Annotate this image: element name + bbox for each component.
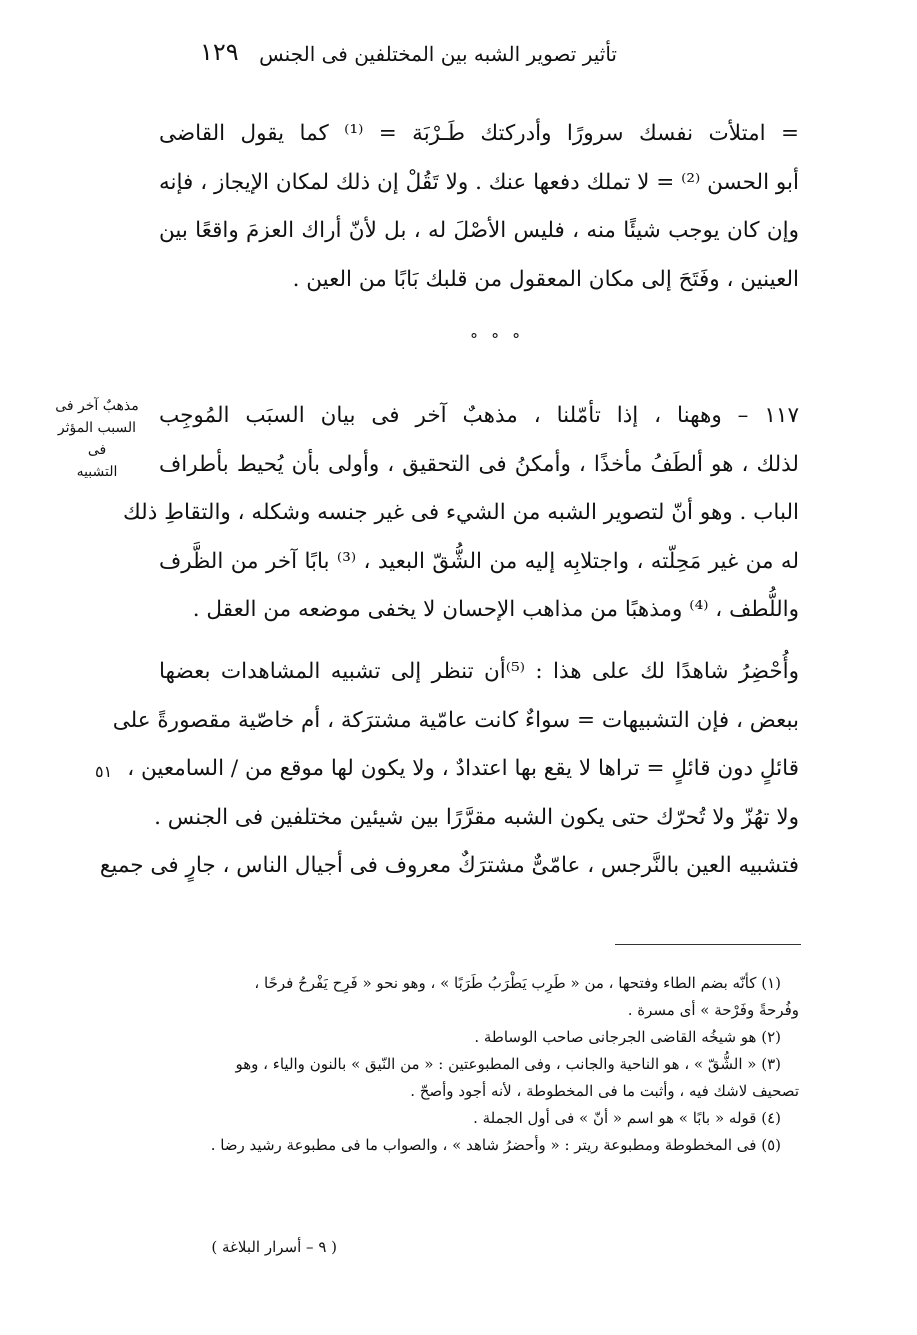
text-line: وأُحْضِرُ شاهدًا لك على هذا : ⁽⁵⁾أن تنظر إلى تشبيه المشاهدات بعضها: [159, 659, 799, 684]
paragraph-117: [123, 392, 799, 635]
footnote: (٥) فى المخطوطة ومطبوعة ريتر : « وأحضرُ شاهد » ، والصواب ما فى مطبوعة رشيد رضا .: [210, 1136, 781, 1154]
text-line: = امتلأت نفسك سرورًا وأدركتك طَـرْبَة = ⁽¹⁾ كما يقول القاضى: [159, 121, 799, 146]
text-line: ١١٧ – وههنا ، إذا تأمّلنا ، مذهبٌ آخر فى بيان السبَب المُوجِب: [159, 403, 799, 428]
text-line: العينين ، وفَتَحَ إلى مكان المعقول من قلبك بَابًا من العين .: [292, 266, 799, 292]
footnote: (١) كأنّه بضم الطاء وفتحها ، من « طَرِب يَطْرَبُ طَرَبًا » ، وهو نحو « فَرِح يَفْرحُ فرحًا ،: [254, 974, 781, 992]
text-line: أبو الحسن ⁽²⁾ = لا تملك دفعها عنك . ولا تَقُلْ إن ذلك لمكان الإيجاز ، فإنه: [159, 169, 799, 195]
text-line: قائلٍ دون قائلٍ = تراها لا يقع بها اعتدادٌ ، ولا يكون لها موقع من / السامعين ،: [127, 756, 799, 781]
margin-heading: [47, 395, 147, 483]
footnote: (٤) قوله « بابًا » هو اسم « أنّ » فى أول الجملة .: [473, 1109, 781, 1127]
margin-heading-line: السبب المؤثر فى: [57, 420, 137, 458]
paragraph-1: [159, 110, 799, 304]
footnotes: [159, 970, 799, 1159]
text-line: فتشبيه العين بالنَّرجس ، عامّىٌّ مشترَكٌ معروف فى أجيال الناس ، جارٍ فى جميع: [99, 853, 799, 878]
margin-heading-line: مذهبٌ آخر فى: [55, 398, 139, 414]
text-line: ولا تهُزّ ولا تُحرّك حتى يكون الشبه مقرَّرًا بين شيئين مختلفين فى الجنس .: [154, 804, 799, 830]
section-separator: ° ° °: [470, 330, 525, 349]
page-number: ١٢٩: [200, 38, 239, 66]
running-header-title: تأثير تصوير الشبه بين المختلفين فى الجنس: [259, 42, 617, 66]
margin-page-reference: ٥١: [95, 762, 113, 781]
text-line: له من غير مَحِلّته ، واجتلابِه إليه من الشُّقّ البعيد ، ⁽³⁾ بابًا آخر من الظَّرف: [159, 548, 799, 574]
text-line: ببعض ، فإن التشبيهات = سواءٌ كانت عامّية مشترَكة ، أم خاصّية مقصورةً على: [112, 707, 799, 733]
footnote: (٣) « الشُّقّ » ، هو الناحية والجانب ، وفى المطبوعتين : « من النّيق » بالنون والياء ، وهو: [235, 1055, 781, 1073]
footnote-divider: [615, 944, 801, 945]
margin-heading-line: التشبيه: [76, 464, 118, 480]
text-line: لذلك ، هو ألطَفُ مأخذًا ، وأمكنُ فى التحقيق ، وأولى بأن يُحيط بأطراف: [159, 451, 799, 477]
text-line: واللُّطف ، ⁽⁴⁾ ومذهبًا من مذاهب الإحسان لا يخفى موضعه من العقل .: [192, 597, 799, 622]
text-line: وإن كان يوجب شيئًا منه ، فليس الأصْلَ له ، بل لأنّ أراك العزمَ واقعًا بين: [159, 218, 799, 243]
signature-footer: ( ٩ – أسرار البلاغة ): [211, 1238, 337, 1256]
footnote-continuation: وفُرحةً وفَرْحة » أى مسرة .: [627, 1001, 799, 1019]
text-line: الباب . وهو أنّ لتصوير الشبه من الشيء فى غير جنسه وشكله ، والتقاطِ ذلك: [123, 500, 799, 525]
footnote-continuation: تصحيف لاشك فيه ، وأثبت ما فى المخطوطة ، لأنه أجود وأصحّ .: [410, 1082, 799, 1100]
footnote: (٢) هو شيخُه القاضى الجرجانى صاحب الوساطة .: [474, 1028, 781, 1046]
